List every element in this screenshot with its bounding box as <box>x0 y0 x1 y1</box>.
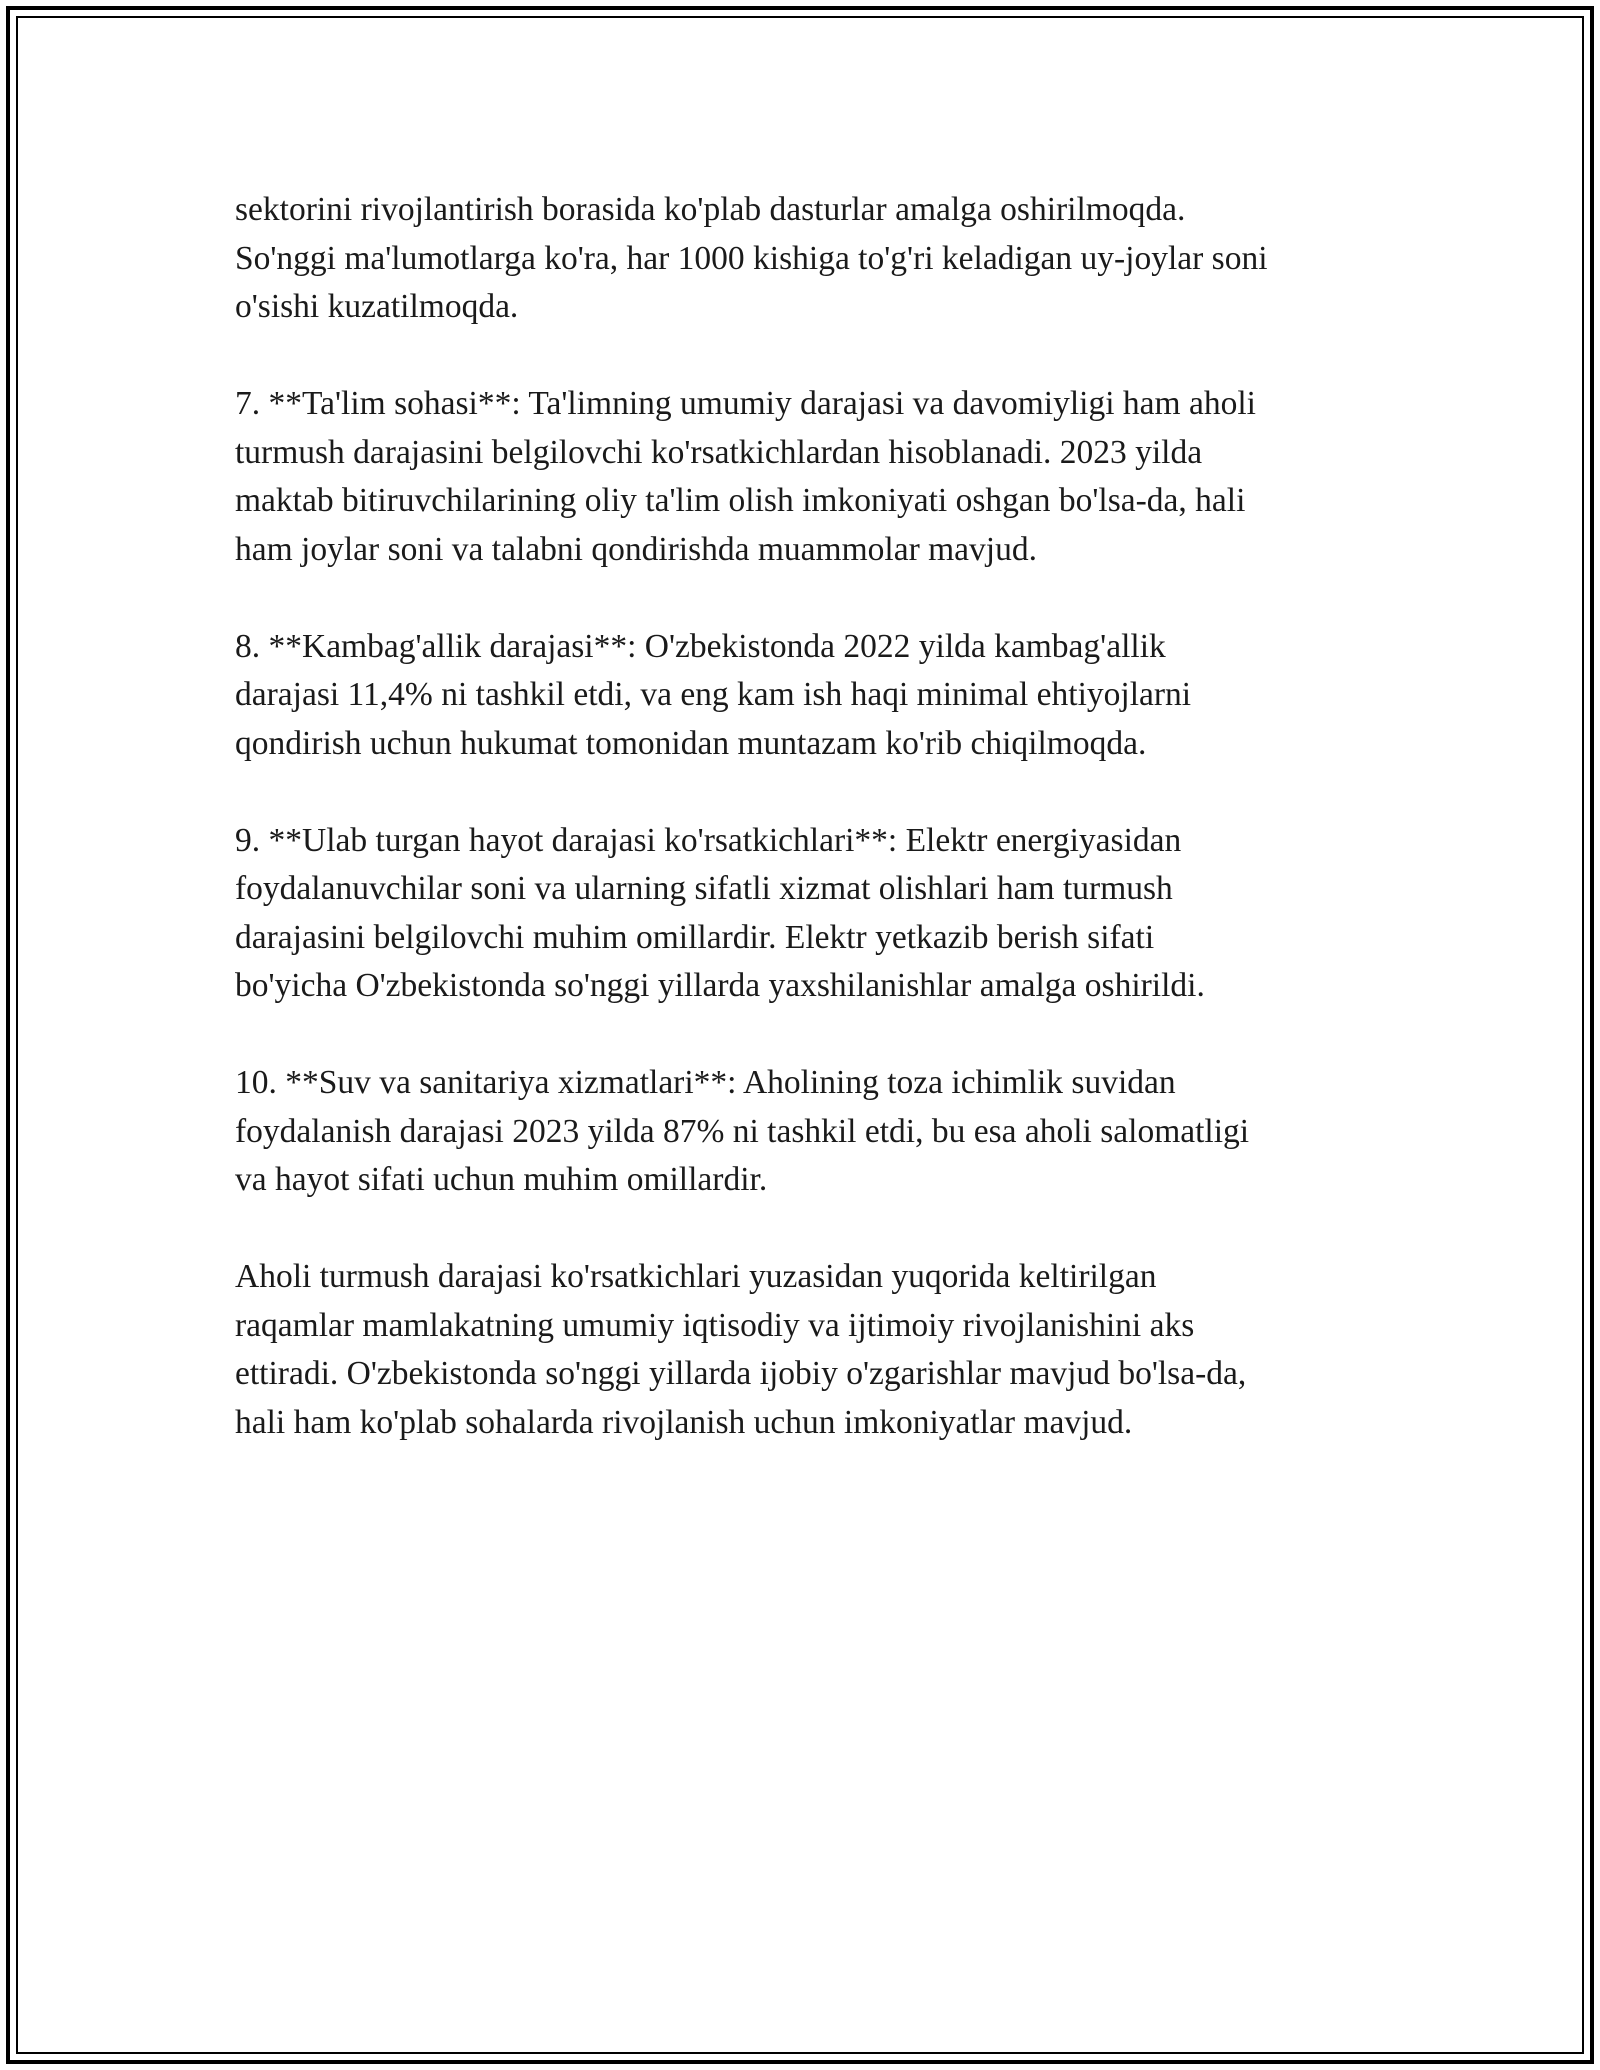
paragraph-electricity: 9. **Ulab turgan hayot darajasi ko'rsatkichlari**: Elektr energiyasidan foydalanuvchilar soni va ularning sifatli xizmat olishlari ham turmush darajasini belgilovchi muhim omillardir. Elektr yetkazib berish sifati bo'yicha O'zbekistonda so'nggi yillarda yaxshilanishlar amalga oshirildi. <box>235 821 1205 1004</box>
paragraph-conclusion: Aholi turmush darajasi ko'rsatkichlari yuzasidan yuqorida keltirilgan raqamlar mamlakatning umumiy iqtisodiy va ijtimoiy rivojlanishini aks ettiradi. O'zbekistonda so'nggi yillarda ijobiy o'zgarishlar mavjud bo'lsa-da, hali ham ko'plab sohalarda rivojlanish uchun imkoniyatlar mavjud. <box>235 1258 1247 1441</box>
paragraph-education: 7. **Ta'lim sohasi**: Ta'limning umumiy darajasi va davomiyligi ham aholi turmush darajasini belgilovchi ko'rsatkichlardan hisoblanadi. 2023 yilda maktab bitiruvchilarining oliy ta'lim olish imkoniyati oshgan bo'lsa-da, hali ham joylar soni va talabni qondirishda muammolar mavjud. <box>235 385 1256 568</box>
paragraph-poverty: 8. **Kambag'allik darajasi**: O'zbekistonda 2022 yilda kambag'allik darajasi 11,4% ni tashkil etdi, va eng kam ish haqi minimal ehtiyojlarni qondirish uchun hukumat tomonidan muntazam ko'rib chiqilmoqda. <box>235 627 1192 762</box>
paragraph-housing-continuation: sektorini rivojlantirish borasida ko'plab dasturlar amalga oshirilmoqda. So'nggi ma'lumotlarga ko'ra, har 1000 kishiga to'g'ri keladigan uy-joylar soni o'sishi kuzatilmoqda. <box>235 191 1268 325</box>
paragraph-water-sanitation: 10. **Suv va sanitariya xizmatlari**: Aholining toza ichimlik suvidan foydalanish darajasi 2023 yilda 87% ni tashkil etdi, bu esa aholi salomatligi va hayot sifati uchun muhim omillardir. <box>235 1064 1250 1198</box>
document-body <box>235 186 1385 1496</box>
